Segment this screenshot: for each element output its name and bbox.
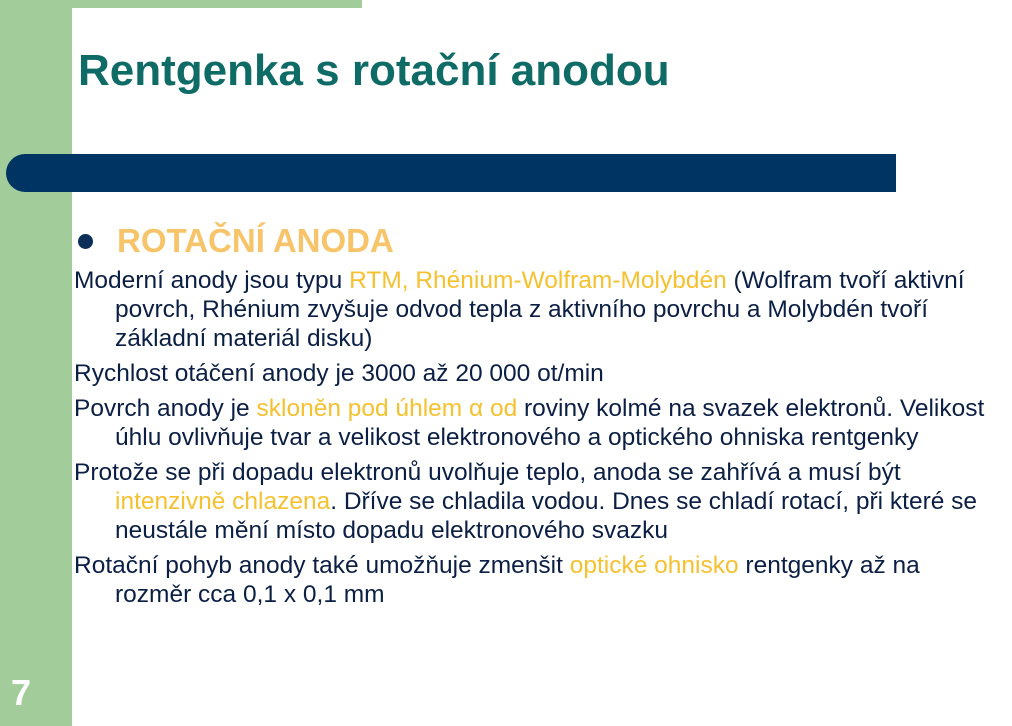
sidebar-band <box>0 0 72 726</box>
paragraph-text: Protože se při dopadu elektronů uvolňuje teplo, anoda se zahřívá a musí být <box>74 459 901 486</box>
paragraph-cooling <box>74 458 994 545</box>
bullet-icon <box>78 234 93 249</box>
highlight-text: intenzivně chlazena <box>115 488 331 515</box>
paragraph-text: rentgenky až na rozměr cca 0,1 x 0,1 mm <box>115 552 920 608</box>
paragraph-text: Povrch anody je <box>74 395 257 422</box>
highlight-text: skloněn pod úhlem α od <box>256 395 518 422</box>
top-band <box>0 0 362 8</box>
paragraph-anode-surface <box>74 394 994 452</box>
title-divider-bar <box>6 154 896 192</box>
highlight-text: RTM, Rhénium-Wolfram-Molybdén <box>349 267 727 294</box>
paragraph-focal-spot <box>74 551 994 609</box>
paragraph-text: . Dříve se chladila vodou. Dnes se chladí rotací, při které se neustále mění místo dopadu elektronového svazku <box>115 488 978 544</box>
paragraph-anode-type <box>74 266 994 353</box>
paragraph-text: (Wolfram tvoří aktivní povrch, Rhénium zvyšuje odvod tepla z aktivního povrchu a Molybdén tvoří základní materiál disku) <box>115 267 965 352</box>
section-heading-text: ROTAČNÍ ANODA <box>117 222 394 259</box>
paragraph-text: Rotační pohyb anody také umožňuje zmenšit <box>74 552 570 579</box>
slide-title: Rentgenka s rotační anodou <box>78 46 670 95</box>
paragraph-text: roviny kolmé na svazek elektronů. Velikost úhlu ovlivňuje tvar a velikost elektronového a optického ohniska rentgenky <box>115 395 985 451</box>
slide-number: 7 <box>11 672 32 713</box>
content-paragraphs <box>74 266 994 615</box>
paragraph-text: Rychlost otáčení anody je 3000 až 20 000 ot/min <box>74 360 604 387</box>
paragraph-text: Moderní anody jsou typu <box>74 267 350 294</box>
highlight-text: optické ohnisko <box>569 552 739 579</box>
paragraph-rotation-speed <box>74 359 994 388</box>
section-heading <box>74 222 394 260</box>
